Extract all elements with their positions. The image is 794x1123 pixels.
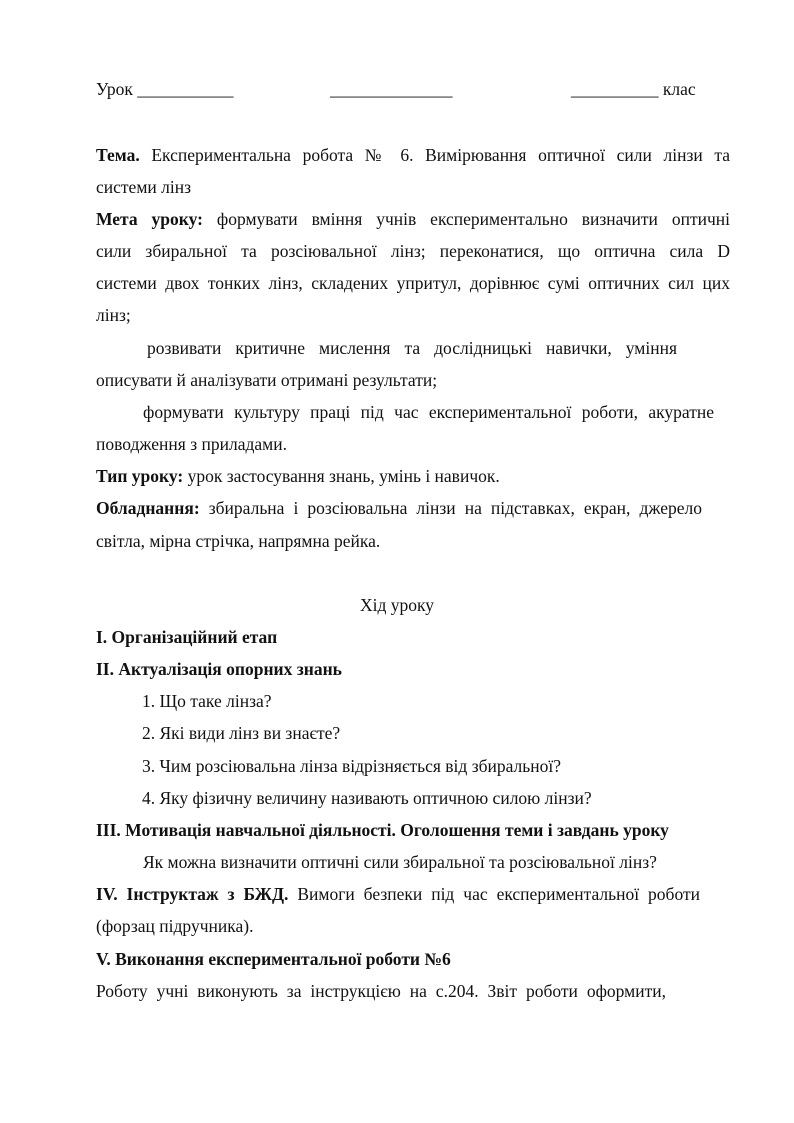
class-field (571, 78, 696, 100)
class-label: клас (662, 79, 696, 99)
section-4-text: Вимоги безпеки під час експериментальної роботи (297, 884, 700, 904)
type-text: урок застосування знань, умінь і навичок. (187, 466, 500, 486)
equipment-line-2: світла, мірна стрічка, напрямна рейка. (96, 531, 381, 551)
lesson-label: Урок (96, 79, 133, 99)
lesson-header (96, 78, 233, 100)
goal-text: формувати вміння учнів експериментально визначити оптичні (216, 209, 731, 229)
section-4-line-2: (форзац підручника). (96, 916, 254, 936)
goal-line-3: системи двох тонких лінз, складених упритул, дорівнює сумі оптичних сил цих (96, 273, 730, 293)
equipment-text: збиральна і розсіювальна лінзи на підставках, екран, джерело (208, 498, 703, 518)
question-2: 2. Які види лінз ви знаєте? (142, 723, 341, 743)
goal-line-4: лінз; (96, 305, 131, 325)
question-1: 1. Що таке лінза? (142, 691, 272, 711)
lesson-blank: ___________ (137, 79, 234, 99)
section-5-text: Роботу учні виконують за інструкцією на с.204. Звіт роботи оформити, (96, 981, 666, 1001)
goal-line-8: поводження з приладами. (96, 434, 287, 454)
section-3-text: Як можна визначити оптичні сили збиральної та розсіювальної лінз? (143, 852, 657, 872)
topic-line-2: системи лінз (96, 177, 192, 197)
goal-line-6: описувати й аналізувати отримані результати; (96, 370, 438, 390)
topic-text: Експериментальна робота № 6. Вимірювання оптичної сили лінзи та (151, 145, 730, 165)
goal-label: Мета уроку: (96, 209, 203, 229)
equipment-label: Обладнання: (96, 498, 200, 518)
section-4-line-1 (96, 883, 700, 905)
goal-line-1 (96, 208, 730, 230)
section-4-label: IV. Інструктаж з БЖД. (96, 884, 289, 904)
class-blank: __________ (571, 79, 659, 99)
type-label: Тип уроку: (96, 466, 184, 486)
topic-label: Тема. (96, 145, 140, 165)
question-3: 3. Чим розсіювальна лінза відрізняється від збиральної? (142, 756, 562, 776)
type-line (96, 465, 500, 487)
section-5-heading: V. Виконання експериментальної роботи №6 (96, 949, 451, 969)
question-4: 4. Яку фізичну величину називають оптичною силою лінзи? (142, 788, 592, 808)
goal-line-2: сили збиральної та розсіювальної лінз; переконатися, що оптична сила D (96, 241, 730, 261)
topic-line-1 (96, 144, 730, 166)
section-1-heading: І. Організаційний етап (96, 627, 278, 647)
goal-line-7: формувати культуру праці під час експериментальної роботи, акуратне (143, 402, 714, 422)
goal-line-5: розвивати критичне мислення та дослідницькі навички, уміння (147, 338, 677, 358)
equipment-line-1 (96, 497, 702, 519)
section-2-heading: ІІ. Актуалізація опорних знань (96, 659, 342, 679)
date-blank: ______________ (330, 79, 453, 99)
course-title: Хід уроку (359, 595, 435, 615)
section-3-heading: ІІІ. Мотивація навчальної діяльності. Оголошення теми і завдань уроку (96, 820, 669, 840)
